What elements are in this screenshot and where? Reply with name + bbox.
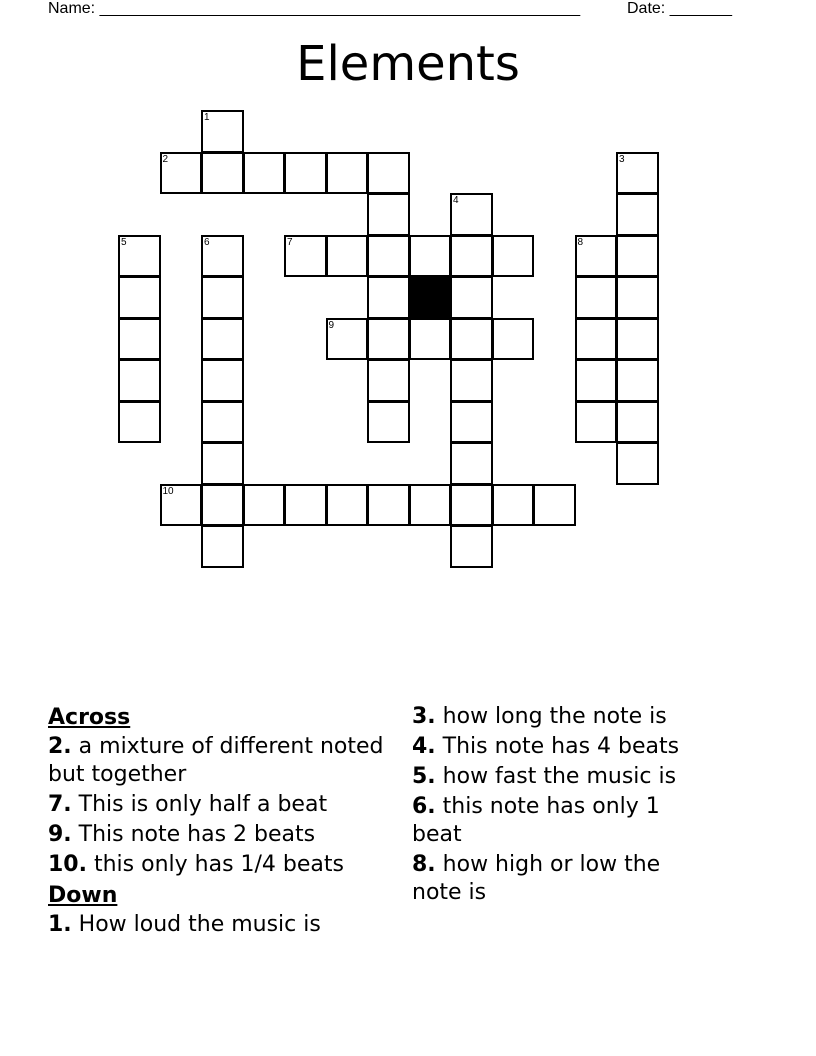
- grid-cell[interactable]: [492, 484, 535, 527]
- grid-cell[interactable]: [450, 276, 493, 319]
- grid-cell[interactable]: [616, 276, 659, 319]
- grid-cell[interactable]: [409, 235, 452, 278]
- clue-number: 2.: [48, 734, 72, 759]
- clue-text: how high or low the note is: [412, 852, 661, 905]
- grid-cell[interactable]: [575, 276, 618, 319]
- grid-cell[interactable]: [533, 484, 576, 527]
- grid-cell[interactable]: [616, 193, 659, 236]
- grid-cell[interactable]: [575, 401, 618, 444]
- grid-cell[interactable]: [201, 110, 244, 153]
- grid-cell[interactable]: [367, 276, 410, 319]
- grid-cell[interactable]: [201, 276, 244, 319]
- grid-cell[interactable]: [201, 525, 244, 568]
- clue-item: [48, 733, 398, 789]
- grid-cell[interactable]: [284, 484, 327, 527]
- clue-item: [412, 733, 712, 761]
- cell-number: 5: [121, 236, 127, 248]
- clue-text: how fast the music is: [435, 764, 677, 789]
- grid-cell[interactable]: [118, 401, 161, 444]
- across-heading: Across: [48, 705, 131, 730]
- across-clue-list: [48, 733, 398, 879]
- grid-cell[interactable]: [450, 525, 493, 568]
- clue-number: 8.: [412, 852, 436, 877]
- cell-number: 6: [204, 236, 210, 248]
- grid-cell[interactable]: [201, 318, 244, 361]
- clue-text: this note has only 1 beat: [412, 794, 660, 847]
- grid-cell[interactable]: [492, 235, 535, 278]
- cell-number: 7: [287, 236, 293, 248]
- grid-cell[interactable]: [284, 152, 327, 195]
- cell-number: 9: [328, 319, 335, 331]
- name-field-label: Name: ______________________________________________________: [48, 0, 581, 17]
- grid-cell[interactable]: [616, 442, 659, 485]
- grid-cell[interactable]: [409, 318, 452, 361]
- clue-text: this only has 1/4 beats: [86, 852, 344, 877]
- grid-cell[interactable]: [575, 318, 618, 361]
- clue-text: This is only half a beat: [71, 792, 328, 817]
- cell-number: 3: [619, 153, 625, 165]
- cell-number: 4: [453, 195, 459, 206]
- clue-number: 3.: [412, 704, 436, 729]
- grid-cell[interactable]: [326, 318, 369, 361]
- grid-cell[interactable]: [492, 318, 535, 361]
- grid-cell[interactable]: [118, 359, 161, 402]
- grid-cell[interactable]: [450, 193, 493, 236]
- cell-number: 2: [162, 153, 169, 165]
- grid-cell[interactable]: [284, 235, 327, 278]
- grid-cell[interactable]: [616, 152, 659, 195]
- grid-cell[interactable]: [367, 401, 410, 444]
- grid-cell[interactable]: [201, 442, 244, 485]
- clue-item: [48, 851, 398, 879]
- clue-item: [48, 911, 398, 939]
- clue-text: This note has 2 beats: [71, 822, 316, 847]
- down-clue-list: [48, 911, 398, 939]
- grid-cell[interactable]: [575, 235, 618, 278]
- grid-cell[interactable]: [160, 484, 203, 527]
- clue-item: [412, 793, 712, 849]
- grid-cell[interactable]: [326, 152, 369, 195]
- clue-text: This note has 4 beats: [435, 734, 680, 759]
- puzzle-title: Elements: [296, 36, 520, 92]
- down-clue-list-continued: [412, 703, 712, 907]
- grid-cell[interactable]: [616, 359, 659, 402]
- clue-item: [48, 821, 398, 849]
- grid-cell[interactable]: [367, 235, 410, 278]
- grid-cell[interactable]: [118, 276, 161, 319]
- grid-cell[interactable]: [201, 152, 244, 195]
- grid-cell[interactable]: [409, 484, 452, 527]
- clue-number: 6.: [412, 794, 436, 819]
- grid-cell[interactable]: [118, 235, 161, 278]
- grid-cell[interactable]: [160, 152, 203, 195]
- clue-item: [48, 791, 398, 819]
- clue-text: how long the note is: [435, 704, 667, 729]
- grid-cell[interactable]: [616, 401, 659, 444]
- grid-cell[interactable]: [201, 484, 244, 527]
- grid-cell[interactable]: [575, 359, 618, 402]
- grid-cell[interactable]: [326, 235, 369, 278]
- grid-cell[interactable]: [450, 318, 493, 361]
- clue-number: 4.: [412, 734, 436, 759]
- cell-number: 10: [162, 485, 174, 497]
- grid-cell[interactable]: [367, 318, 410, 361]
- down-heading: Down: [48, 883, 118, 908]
- clue-number: 5.: [412, 764, 436, 789]
- cell-number: 1: [204, 112, 210, 123]
- grid-cell[interactable]: [201, 401, 244, 444]
- grid-cell[interactable]: [450, 484, 493, 527]
- clue-number: 7.: [48, 792, 72, 817]
- clues-right-column: [412, 703, 712, 909]
- clue-item: [412, 851, 712, 907]
- grid-cell[interactable]: [243, 484, 286, 527]
- clue-number: 10.: [48, 852, 87, 877]
- grid-cell[interactable]: [450, 235, 493, 278]
- grid-cell[interactable]: [201, 235, 244, 278]
- grid-cell[interactable]: [450, 359, 493, 402]
- grid-cell[interactable]: [616, 235, 659, 278]
- clue-item: [412, 703, 712, 731]
- clue-number: 1.: [48, 912, 72, 937]
- grid-block-cell: [409, 276, 452, 319]
- grid-cell[interactable]: [367, 152, 410, 195]
- cell-number: 8: [577, 236, 584, 248]
- clue-number: 9.: [48, 822, 72, 847]
- grid-cell[interactable]: [450, 401, 493, 444]
- grid-cell[interactable]: [616, 318, 659, 361]
- grid-cell[interactable]: [367, 193, 410, 236]
- grid-cell[interactable]: [118, 318, 161, 361]
- clue-item: [412, 763, 712, 791]
- grid-cell[interactable]: [326, 484, 369, 527]
- grid-cell[interactable]: [243, 152, 286, 195]
- clue-text: a mixture of different noted but together: [48, 734, 384, 787]
- clue-text: How loud the music is: [71, 912, 321, 937]
- clues-left-column: [48, 703, 398, 941]
- grid-cell[interactable]: [450, 442, 493, 485]
- grid-cell[interactable]: [367, 359, 410, 402]
- date-field-label: Date: _______: [627, 0, 732, 17]
- grid-cell[interactable]: [367, 484, 410, 527]
- grid-cell[interactable]: [201, 359, 244, 402]
